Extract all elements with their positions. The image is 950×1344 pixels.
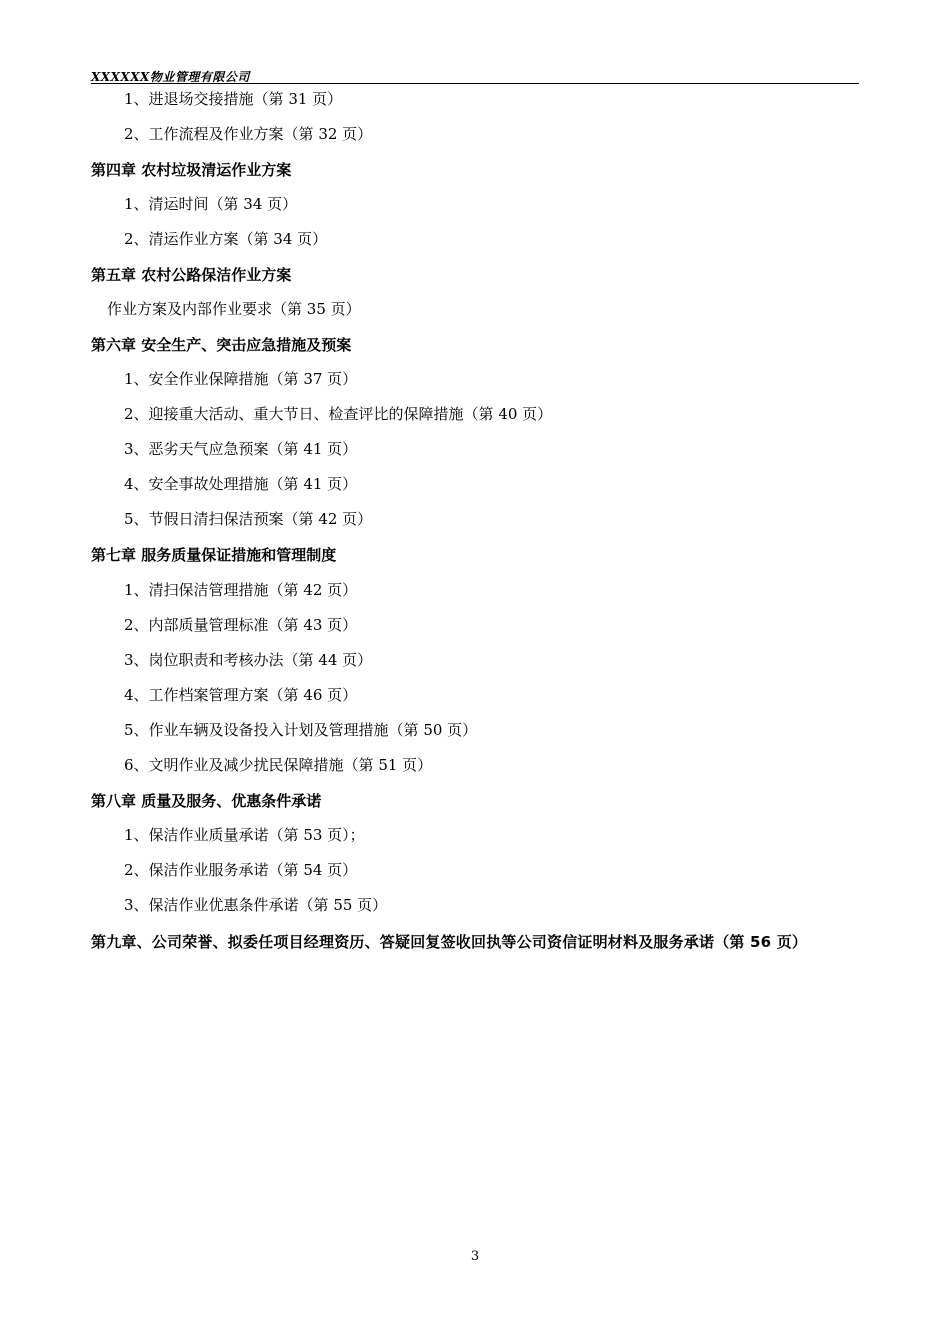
toc-item[interactable]: 5、节假日清扫保洁预案（第 42 页）: [124, 510, 373, 528]
toc-chapter[interactable]: 第七章 服务质量保证措施和管理制度: [91, 546, 337, 564]
toc-item[interactable]: 1、清扫保洁管理措施（第 42 页）: [124, 581, 358, 599]
toc-item[interactable]: 2、内部质量管理标准（第 43 页）: [124, 616, 358, 634]
toc-item[interactable]: 2、工作流程及作业方案（第 32 页）: [124, 125, 373, 143]
toc-chapter[interactable]: 第五章 农村公路保洁作业方案: [91, 266, 292, 284]
toc-item[interactable]: 3、岗位职责和考核办法（第 44 页）: [124, 651, 373, 669]
toc-chapter[interactable]: 第六章 安全生产、突击应急措施及预案: [91, 336, 352, 354]
page-header: [91, 66, 859, 84]
toc-item[interactable]: 1、进退场交接措施（第 31 页）: [124, 90, 343, 108]
toc-item[interactable]: 3、保洁作业优惠条件承诺（第 55 页）: [124, 896, 388, 914]
company-name: XXXXXX物业管理有限公司: [91, 70, 250, 84]
toc-item[interactable]: 5、作业车辆及设备投入计划及管理措施（第 50 页）: [124, 721, 478, 739]
toc-chapter[interactable]: 第四章 农村垃圾清运作业方案: [91, 161, 292, 179]
toc-item[interactable]: 1、安全作业保障措施（第 37 页）: [124, 370, 358, 388]
toc-item[interactable]: 2、清运作业方案（第 34 页）: [124, 230, 328, 248]
toc-item[interactable]: 作业方案及内部作业要求（第 35 页）: [107, 300, 361, 318]
page-number: 3: [470, 1249, 480, 1264]
toc-item[interactable]: 1、保洁作业质量承诺（第 53 页）；: [124, 826, 365, 844]
toc-chapter[interactable]: 第八章 质量及服务、优惠条件承诺: [91, 792, 322, 810]
toc-chapter-nine[interactable]: 第九章、公司荣誉、拟委任项目经理资历、答疑回复签收回执等公司资信证明材料及服务承诺（第 56 页）: [91, 933, 808, 951]
toc-item[interactable]: 3、恶劣天气应急预案（第 41 页）: [124, 440, 358, 458]
toc-item[interactable]: 6、文明作业及减少扰民保障措施（第 51 页）: [124, 756, 433, 774]
toc-item[interactable]: 4、安全事故处理措施（第 41 页）: [124, 475, 358, 493]
toc-item[interactable]: 1、清运时间（第 34 页）: [124, 195, 298, 213]
toc-item[interactable]: 4、工作档案管理方案（第 46 页）: [124, 686, 358, 704]
toc-item[interactable]: 2、保洁作业服务承诺（第 54 页）: [124, 861, 358, 879]
toc-item[interactable]: 2、迎接重大活动、重大节日、检查评比的保障措施（第 40 页）: [124, 405, 553, 423]
